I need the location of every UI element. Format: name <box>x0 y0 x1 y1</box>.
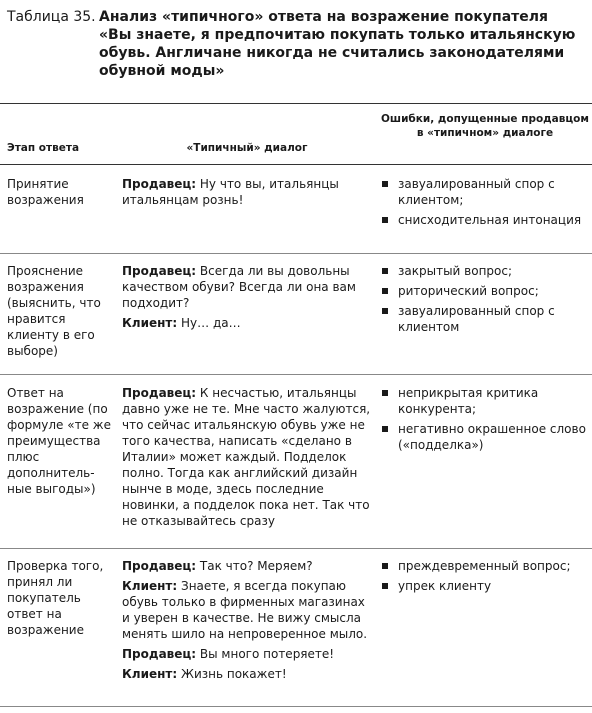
error-item <box>380 176 590 208</box>
dialog-cell <box>122 385 374 533</box>
error-item <box>380 421 590 453</box>
dialog-line <box>122 176 374 208</box>
header-rule <box>0 164 592 165</box>
speaker-label: Клиент: <box>122 579 178 593</box>
error-text: преждевременный вопрос; <box>398 559 571 573</box>
row-divider <box>0 253 592 254</box>
dialog-text: К несчастью, итальянцы давно уже не те. Мне часто жалуются, что сейчас итальянскую обувь уже не того качества, написать «сделано в Италии» может каждый. Подделок полно. Тогда как английский дизайн нынче в моде, здесь последние новинки, а подделок пока нет. Так что не отказывайтесь сразу <box>122 386 371 528</box>
error-item <box>380 303 590 335</box>
caption-title: Анализ «типичного» ответа на возражение покупателя «Вы знаете, я предпочитаю покупать только итальянскую обувь. Англичане никогда не считались законодателями обувной моды» <box>99 9 576 79</box>
error-text: завуалированный спор с клиентом <box>398 304 555 334</box>
error-item <box>380 558 590 574</box>
dialog-text: Ну что вы, итальянцы итальянцам рознь! <box>122 177 339 207</box>
caption-label: Таблица 35. <box>7 9 96 25</box>
speaker-label: Продавец: <box>122 559 197 573</box>
dialog-cell <box>122 263 374 335</box>
stage-cell: Прояснение возражения (выяснить, что нравится клиенту в его выборе) <box>7 264 101 358</box>
row-divider <box>0 548 592 549</box>
dialog-line <box>122 578 374 642</box>
speaker-label: Продавец: <box>122 647 197 661</box>
dialog-line <box>122 666 374 682</box>
bullet-square-icon <box>382 308 388 314</box>
error-item <box>380 283 590 299</box>
dialog-line <box>122 315 374 331</box>
error-item <box>380 385 590 417</box>
dialog-text: Так что? Меряем? <box>196 559 313 573</box>
error-text: завуалированный спор с клиентом; <box>398 177 555 207</box>
stage-cell: Ответ на возражение (по формуле «те же преимущества плюс дополнитель-ные выгоды») <box>7 386 111 496</box>
stage-cell: Принятие возражения <box>7 177 84 207</box>
speaker-label: Продавец: <box>122 264 197 278</box>
bullet-square-icon <box>382 181 388 187</box>
bullet-square-icon <box>382 390 388 396</box>
speaker-label: Продавец: <box>122 386 197 400</box>
bullet-square-icon <box>382 288 388 294</box>
errors-cell <box>380 263 590 339</box>
bullet-square-icon <box>382 426 388 432</box>
speaker-label: Продавец: <box>122 177 197 191</box>
error-text: неприкрытая критика конкурента; <box>398 386 539 416</box>
errors-cell <box>380 176 590 232</box>
error-text: риторический вопрос; <box>398 284 539 298</box>
error-text: снисходительная интонация <box>398 213 582 227</box>
stage-cell: Проверка того, принял ли покупатель ответ на возражение <box>7 559 104 637</box>
speaker-label: Клиент: <box>122 667 178 681</box>
error-item <box>380 263 590 279</box>
header-stage: Этап ответа <box>7 142 80 154</box>
dialog-line <box>122 263 374 311</box>
error-text: негативно окрашенное слово («подделка») <box>398 422 586 452</box>
dialog-text: Вы много потеряете! <box>196 647 335 661</box>
bullet-square-icon <box>382 217 388 223</box>
dialog-text: Жизнь покажет! <box>177 667 287 681</box>
error-text: упрек клиенту <box>398 579 492 593</box>
row-divider <box>0 706 592 707</box>
bullet-square-icon <box>382 583 388 589</box>
header-errors: Ошибки, допущенные продавцом в «типичном» диалоге <box>381 113 589 139</box>
dialog-cell <box>122 176 374 212</box>
dialog-line <box>122 385 374 529</box>
header-dialog: «Типичный» диалог <box>186 142 308 154</box>
errors-cell <box>380 385 590 457</box>
errors-cell <box>380 558 590 598</box>
top-rule <box>0 103 592 104</box>
dialog-text: Знаете, я всегда покупаю обувь только в фирменных магазинах и уверен в качестве. Не вижу смысла менять шило на непроверенное мыло. <box>122 579 368 641</box>
dialog-line <box>122 558 374 574</box>
bullet-square-icon <box>382 268 388 274</box>
table-caption <box>7 8 587 80</box>
dialog-cell <box>122 558 374 686</box>
dialog-text: Всегда ли вы довольны качеством обуви? Всегда ли она вам подходит? <box>122 264 356 310</box>
error-item <box>380 578 590 594</box>
row-divider <box>0 374 592 375</box>
dialog-line <box>122 646 374 662</box>
error-item <box>380 212 590 228</box>
error-text: закрытый вопрос; <box>398 264 513 278</box>
dialog-text: Ну… да… <box>177 316 241 330</box>
bullet-square-icon <box>382 563 388 569</box>
speaker-label: Клиент: <box>122 316 178 330</box>
